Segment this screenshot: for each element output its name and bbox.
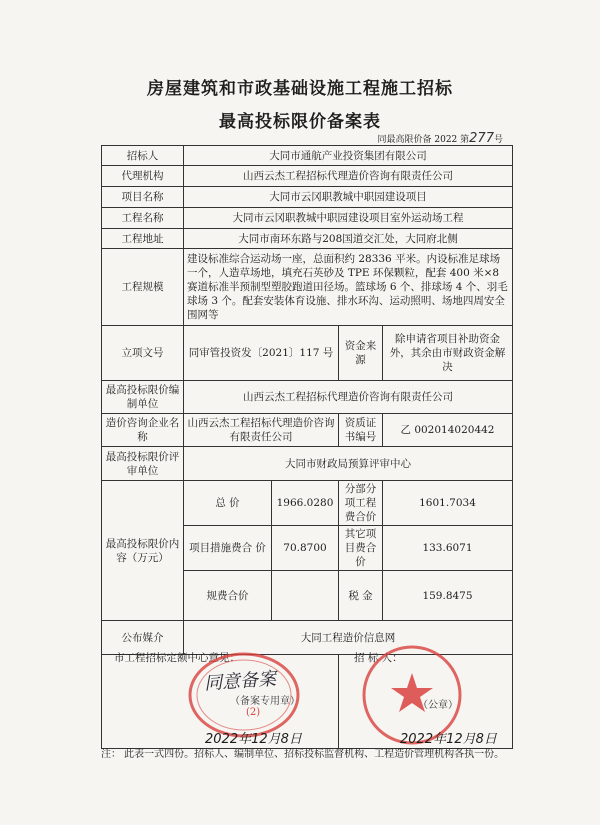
row-engineering-name [102,208,513,229]
label-engineering-name: 工程名称 [102,208,184,229]
row-consult [102,414,513,447]
document-title-line1: 房屋建筑和市政基础设施工程施工招标 [147,79,453,99]
document-title-line2: 最高投标限价备案表 [219,112,381,132]
row-reviewer [102,447,513,481]
value-measure: 70.8700 [272,526,339,571]
value-site: 大同市南环东路与208国道交汇处，大同府北侧 [184,229,513,249]
label-content: 最高投标限价内容（万元） [102,481,184,621]
label-site: 工程地址 [102,229,184,249]
label-agency: 代理机构 [102,166,184,187]
value-cert: 乙 002014020442 [383,414,513,447]
footer-note: 注： 此表一式四份。招标人、编制单位、招标投标监督机构、工程造价管理机构各执一份。 [101,749,505,760]
row-compiler [102,381,513,414]
value-reviewer: 大同市财政局预算评审中心 [184,447,513,481]
label-compiler: 最高投标限价编制单位 [102,381,184,414]
value-project-name: 大同市云冈职教城中职园建设项目 [184,187,513,208]
row-agency [102,166,513,187]
value-total: 1966.0280 [272,481,339,526]
value-fund-source: 除申请省项目补助资金外，其余由市财政资金解决 [383,326,513,381]
label-reviewer: 最高投标限价评审单位 [102,447,184,481]
approval-seal-caption-text: （备案专用章） [230,696,300,707]
value-agency: 山西云杰工程招标代理造价咨询有限责任公司 [184,166,513,187]
label-other: 其它项目费合 价 [339,526,383,571]
approval-date: 2022年12月8日 [205,732,302,747]
label-cert: 资质证书编号 [339,414,383,447]
label-approval: 立项文号 [102,326,184,381]
tenderer-seal-caption: （公章） [418,700,458,711]
row-project-name [102,187,513,208]
tenderer-date: 2022年12月8日 [400,732,497,747]
label-total: 总 价 [184,481,272,526]
record-number [378,131,503,146]
approval-handwriting: 同意备案 [203,668,277,695]
value-compiler: 山西云杰工程招标代理造价咨询有限责任公司 [184,381,513,414]
label-consult: 造价咨询企业名称 [102,414,184,447]
value-sub-items: 1601.7034 [383,481,513,526]
row-site [102,229,513,249]
label-project-name: 项目名称 [102,187,184,208]
value-fee [272,571,339,621]
value-consult: 山西云杰工程招标代理造价咨询有限责任公司 [184,414,339,447]
label-scale: 工程规模 [102,249,184,326]
label-tenderer: 招标人 [102,146,184,166]
row-tenderer [102,146,513,166]
record-prefix: 同最高限价备 2022 第 [377,135,470,145]
value-tenderer: 大同市通航产业投资集团有限公司 [184,146,513,166]
value-approval: 同审管投资发〔2021〕117 号 [184,326,339,381]
label-tax: 税 金 [339,571,383,621]
value-media: 大同工程造价信息网 [184,621,513,655]
approval-seal-number: (2) [246,707,261,718]
label-fee: 规费合价 [184,571,272,621]
row-content-1 [102,481,513,526]
label-media: 公布媒介 [102,621,184,655]
label-measure: 项目措施费合 价 [184,526,272,571]
record-number-handwritten: 277 [469,131,494,146]
value-other: 133.6071 [383,526,513,571]
tenderer-sign-label: 招 标 人： [354,652,403,664]
record-suffix: 号 [493,135,503,145]
value-scale: 建设标准综合运动场一座，总面积约 28336 平米。内设标准足球场一个，人造草场地，填充石英砂及 TPE 环保颗粒，配套 400 米×8 赛道标准半预制型塑胶跑道田径场。篮球场 6 个、排球场 4 个、羽毛球场 3 个。配套安装体育设施、排水环沟、运动照明、场地四周安全围网等 [184,249,513,326]
value-tax: 159.8475 [383,571,513,621]
approval-seal-caption [230,692,300,718]
label-fund-source: 资金来源 [339,326,383,381]
row-approval [102,326,513,381]
label-sub-items: 分部分项工程费合价 [339,481,383,526]
approval-center-opinion-label: 市工程招标定额中心意见： [114,652,240,664]
row-scale [102,249,513,326]
value-engineering-name: 大同市云冈职教城中职园建设项目室外运动场工程 [184,208,513,229]
